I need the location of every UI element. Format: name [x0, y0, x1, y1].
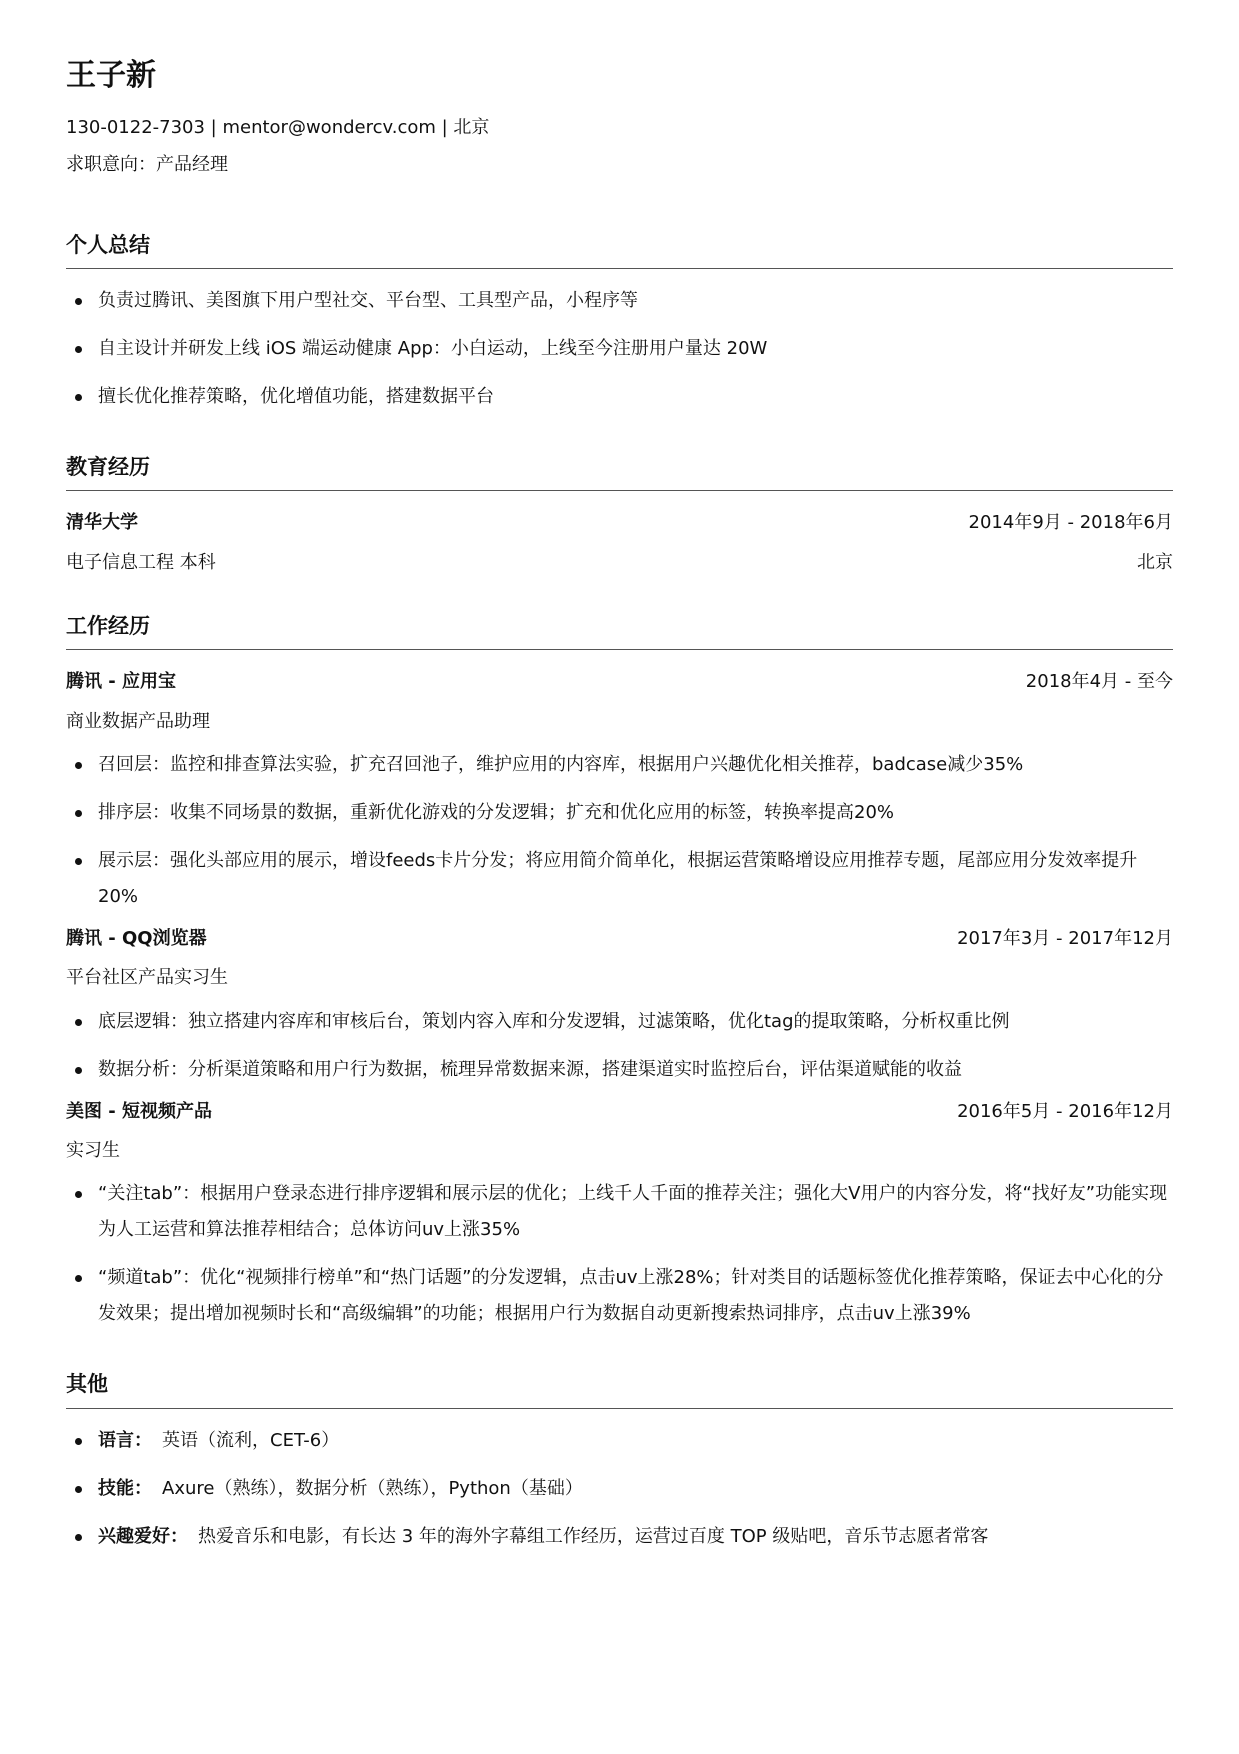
- summary-title: 个人总结: [66, 233, 1173, 269]
- job-duty: “关注tab”：根据用户登录态进行排序逻辑和展示层的优化；上线千人千面的推荐关注；强化大V用户的内容分发，将“找好友”功能实现为人工运营和算法推荐相结合；总体访问uv上涨35%: [66, 1176, 1173, 1248]
- degree: 电子信息工程 本科: [66, 551, 216, 573]
- job-dates: 2018年4月 - 至今: [1025, 671, 1173, 693]
- summary-item: 擅长优化推荐策略，优化增值功能，搭建数据平台: [66, 379, 1173, 415]
- job-header-row: [66, 670, 1173, 693]
- job-role-row: [66, 1139, 1173, 1162]
- job-duties-list: [66, 1004, 1173, 1088]
- job-duty: 排序层：收集不同场景的数据，重新优化游戏的分发逻辑；扩充和优化应用的标签，转换率提高20%: [66, 795, 1173, 831]
- other-item-text: 热爱音乐和电影，有长达 3 年的海外字幕组工作经历，运营过百度 TOP 级贴吧，音乐节志愿者常客: [198, 1525, 989, 1547]
- job-company: 腾讯 - 应用宝: [66, 671, 177, 693]
- job-role: 实习生: [66, 1140, 120, 1162]
- education-title: 教育经历: [66, 455, 1173, 491]
- summary-item: 自主设计并研发上线 iOS 端运动健康 App：小白运动，上线至今注册用户量达 20W: [66, 331, 1173, 367]
- job-duty: “频道tab”：优化“视频排行榜单”和“热门话题”的分发逻辑，点击uv上涨28%；针对类目的话题标签优化推荐策略，保证去中心化的分发效果；提出增加视频时长和“高级编辑”的功能；根据用户行为数据自动更新搜索热词排序，点击uv上涨39%: [66, 1260, 1173, 1332]
- summary-list: [66, 283, 1173, 415]
- education-section: [66, 455, 1173, 574]
- other-item: [66, 1471, 1173, 1507]
- other-item: [66, 1423, 1173, 1459]
- work-section: [66, 614, 1173, 1333]
- job-dates: 2017年3月 - 2017年12月: [957, 927, 1173, 949]
- job-header-row: [66, 1100, 1173, 1123]
- job-duty: 底层逻辑：独立搭建内容库和审核后台，策划内容入库和分发逻辑，过滤策略，优化tag的提取策略，分析权重比例: [66, 1004, 1173, 1040]
- education-dates: 2014年9月 - 2018年6月: [968, 512, 1173, 534]
- other-title: 其他: [66, 1372, 1173, 1408]
- job-duties-list: [66, 747, 1173, 915]
- job-duties-list: [66, 1176, 1173, 1332]
- job-duty: 展示层：强化头部应用的展示，增设feeds卡片分发；将应用简介简单化，根据运营策略增设应用推荐专题，尾部应用分发效率提升 20%: [66, 843, 1173, 915]
- job-role-row: [66, 966, 1173, 989]
- work-title: 工作经历: [66, 614, 1173, 650]
- other-item-label: 技能：: [98, 1477, 152, 1499]
- job-duty: 数据分析：分析渠道策略和用户行为数据，梳理异常数据来源，搭建渠道实时监控后台，评估渠道赋能的收益: [66, 1052, 1173, 1088]
- other-item-label: 兴趣爱好：: [98, 1525, 188, 1547]
- education-header-row: [66, 511, 1173, 534]
- other-item-text: Axure（熟练），数据分析（熟练），Python（基础）: [162, 1477, 583, 1499]
- school-name: 清华大学: [66, 512, 138, 534]
- summary-item: 负责过腾讯、美图旗下用户型社交、平台型、工具型产品，小程序等: [66, 283, 1173, 319]
- other-item-text: 英语（流利，CET-6）: [162, 1429, 340, 1451]
- job-objective: 求职意向：产品经理: [66, 154, 228, 176]
- job-role-row: [66, 710, 1173, 733]
- education-detail-row: [66, 551, 1173, 574]
- candidate-name: 王子新: [66, 58, 156, 93]
- other-list: [66, 1423, 1173, 1555]
- other-item: [66, 1519, 1173, 1555]
- other-item-label: 语言：: [98, 1429, 152, 1451]
- job-dates: 2016年5月 - 2016年12月: [957, 1100, 1173, 1122]
- job-company: 腾讯 - QQ浏览器: [66, 927, 207, 949]
- education-location: 北京: [1137, 551, 1173, 573]
- job-company: 美图 - 短视频产品: [66, 1100, 213, 1122]
- other-section: [66, 1372, 1173, 1554]
- contact-info: 130-0122-7303 | mentor@wondercv.com | 北京: [66, 117, 490, 138]
- job-duty: 召回层：监控和排查算法实验，扩充召回池子，维护应用的内容库，根据用户兴趣优化相关推荐，badcase减少35%: [66, 747, 1173, 783]
- job-role: 平台社区产品实习生: [66, 967, 228, 989]
- job-header-row: [66, 927, 1173, 950]
- summary-section: [66, 233, 1173, 415]
- job-role: 商业数据产品助理: [66, 710, 210, 732]
